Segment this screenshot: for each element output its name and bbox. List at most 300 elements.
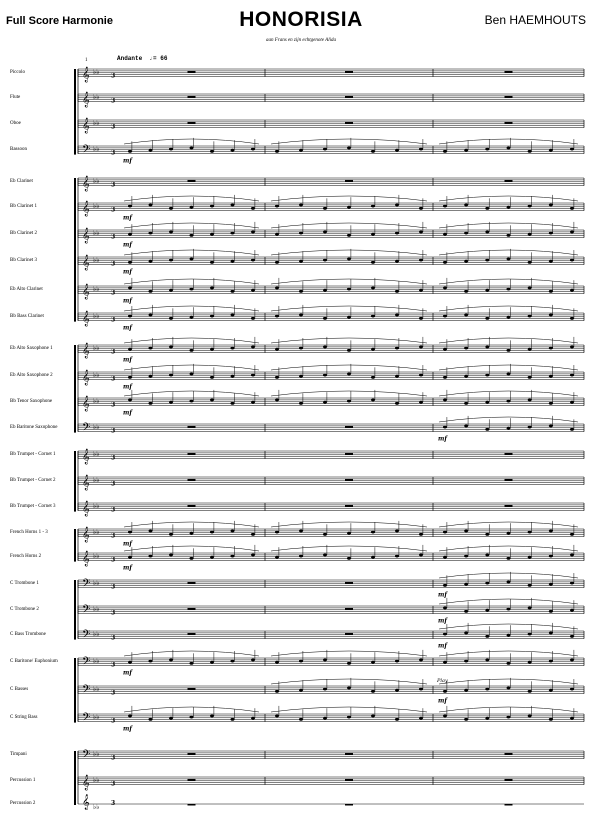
notehead	[128, 287, 132, 290]
clef: 𝄢	[82, 683, 91, 699]
notehead	[528, 661, 532, 664]
notehead	[549, 530, 553, 533]
clef: 𝄢	[82, 711, 91, 727]
notehead	[549, 718, 553, 721]
notehead	[299, 204, 303, 207]
notehead	[485, 635, 489, 638]
time-signature: 3	[111, 717, 116, 725]
notehead	[231, 660, 235, 663]
notehead	[275, 531, 279, 534]
notehead	[395, 375, 399, 378]
whole-rest	[345, 608, 353, 610]
key-signature: ♭♭	[93, 750, 100, 758]
notehead	[190, 206, 194, 209]
notehead	[507, 258, 511, 261]
dynamic-mark: mf	[123, 241, 132, 249]
whole-rest	[188, 753, 196, 755]
slur	[439, 707, 578, 712]
notehead	[570, 317, 574, 320]
key-signature: ♭♭	[93, 502, 100, 510]
notehead	[570, 259, 574, 262]
notehead	[395, 204, 399, 207]
notehead	[275, 205, 279, 208]
notehead	[570, 533, 574, 536]
notehead	[371, 661, 375, 664]
time-signature: 3	[111, 532, 116, 540]
notehead	[347, 373, 351, 376]
notehead	[275, 315, 279, 318]
dynamic-mark: mf	[123, 409, 132, 417]
notehead	[169, 231, 173, 234]
dynamic-mark: mf	[123, 540, 132, 548]
notehead	[395, 718, 399, 721]
notehead	[275, 150, 279, 153]
instrument-label: C Bass Trombone	[10, 632, 46, 637]
notehead	[485, 317, 489, 320]
dynamic-mark: mf	[123, 356, 132, 364]
dynamic-mark: mf	[438, 435, 447, 443]
clef: 𝄞	[82, 475, 90, 491]
key-signature: ♭♭	[93, 685, 100, 693]
key-signature: ♭♭	[93, 285, 100, 293]
whole-rest	[505, 505, 513, 507]
notehead	[395, 530, 399, 533]
notehead	[299, 555, 303, 558]
notehead	[507, 634, 511, 637]
notehead	[419, 659, 423, 662]
notehead	[251, 554, 255, 557]
notehead	[507, 662, 511, 665]
key-signature: ♭♭	[93, 528, 100, 536]
notehead	[299, 347, 303, 350]
notehead	[507, 608, 511, 611]
notehead	[395, 555, 399, 558]
notehead	[443, 690, 447, 693]
slur	[124, 306, 259, 311]
notehead	[323, 374, 327, 377]
key-signature: ♭♭	[93, 177, 100, 185]
clef: 𝄞	[82, 370, 90, 386]
notehead	[275, 399, 279, 402]
notehead	[347, 316, 351, 319]
slur	[124, 522, 259, 527]
notehead	[190, 716, 194, 719]
notehead	[549, 290, 553, 293]
whole-rest	[345, 453, 353, 455]
time-signature: 3	[111, 233, 116, 241]
slur	[271, 679, 427, 684]
notehead	[251, 289, 255, 292]
notehead	[169, 659, 173, 662]
notehead	[464, 314, 468, 317]
slur	[271, 546, 427, 551]
instrument-label: Bb Clarinet 3	[10, 258, 37, 263]
notehead	[549, 149, 553, 152]
instrument-label: Bb Clarinet 2	[10, 231, 37, 236]
notehead	[528, 150, 532, 153]
notehead	[251, 401, 255, 404]
instrument-label: French Horns 2	[10, 554, 42, 559]
slur	[439, 679, 578, 684]
slur	[439, 338, 578, 343]
notehead	[299, 375, 303, 378]
notehead	[347, 206, 351, 209]
notehead	[299, 149, 303, 152]
notehead	[149, 347, 153, 350]
clef: 𝄞	[82, 284, 90, 300]
whole-rest	[188, 122, 196, 124]
notehead	[231, 232, 235, 235]
notehead	[149, 402, 153, 405]
time-signature: 3	[111, 348, 116, 356]
time-signature: 3	[111, 206, 116, 214]
whole-rest	[505, 753, 513, 755]
clef: 𝄞	[82, 775, 90, 791]
notehead	[149, 718, 153, 721]
notehead	[528, 584, 532, 587]
notehead	[371, 376, 375, 379]
notehead	[347, 687, 351, 690]
time-signature: 3	[111, 454, 116, 462]
notehead	[528, 399, 532, 402]
key-signature: ♭♭	[93, 119, 100, 127]
notehead	[443, 399, 447, 402]
key-signature: ♭♭	[93, 312, 100, 320]
instrument-label: Flute	[10, 95, 21, 100]
time-signature: 3	[111, 316, 116, 324]
instrument-label: Bb Trumpet - Cornet 1	[10, 452, 56, 457]
notehead	[528, 531, 532, 534]
whole-rest	[188, 505, 196, 507]
slur	[124, 139, 259, 144]
whole-rest	[345, 753, 353, 755]
whole-rest	[505, 804, 513, 806]
notehead	[347, 662, 351, 665]
key-signature: ♭♭	[93, 93, 100, 101]
clef: 𝄞	[82, 396, 90, 412]
notehead	[323, 554, 327, 557]
notehead	[371, 715, 375, 718]
notehead	[549, 689, 553, 692]
notehead	[323, 207, 327, 210]
instrument-label: Percussion 1	[10, 778, 36, 783]
clef: 𝄞	[82, 551, 90, 567]
slur	[439, 573, 578, 578]
key-signature: ♭♭	[93, 552, 100, 560]
notehead	[464, 260, 468, 263]
instrument-label: Bb Bass Clarinet	[10, 314, 44, 319]
score-title: HONORISIA	[239, 8, 363, 31]
slur	[124, 651, 259, 656]
notehead	[443, 348, 447, 351]
notehead	[299, 314, 303, 317]
whole-rest	[505, 96, 513, 98]
header-left: Full Score Harmonie	[6, 15, 113, 27]
slur	[439, 546, 578, 551]
notehead	[251, 659, 255, 662]
notehead	[210, 531, 214, 534]
whole-rest	[188, 582, 196, 584]
slur	[271, 522, 427, 527]
key-signature: ♭♭	[93, 68, 100, 76]
notehead	[419, 289, 423, 292]
notehead	[570, 207, 574, 210]
notehead	[231, 375, 235, 378]
clef: 𝄞	[82, 255, 90, 271]
key-signature: ♭♭	[93, 256, 100, 264]
notehead	[464, 610, 468, 613]
notehead	[395, 347, 399, 350]
notehead	[528, 633, 532, 636]
clef: 𝄞	[82, 343, 90, 359]
notehead	[485, 231, 489, 234]
slur	[439, 417, 578, 422]
slur	[124, 546, 259, 551]
time-signature: 3	[111, 427, 116, 435]
clef: 𝄞	[82, 311, 90, 327]
slur	[439, 279, 578, 284]
notehead	[323, 533, 327, 536]
notehead	[323, 659, 327, 662]
notehead	[149, 260, 153, 263]
slur	[439, 250, 578, 255]
notehead	[395, 314, 399, 317]
slur	[271, 139, 427, 144]
notehead	[149, 555, 153, 558]
notehead	[443, 150, 447, 153]
clef: 𝄢	[82, 655, 91, 671]
dynamic-mark: mf	[123, 214, 132, 222]
notehead	[549, 232, 553, 235]
time-signature: 3	[111, 780, 116, 788]
notehead	[528, 376, 532, 379]
notehead	[443, 287, 447, 290]
notehead	[190, 288, 194, 291]
time-signature: 3	[111, 661, 116, 669]
metronome-mark: ♩= 66	[149, 55, 168, 62]
instrument-label: Percussion 2	[10, 801, 36, 806]
notehead	[485, 259, 489, 262]
slur	[271, 338, 427, 343]
instrument-label: Bb Trumpet - Cornet 2	[10, 478, 56, 483]
notehead	[169, 289, 173, 292]
key-signature: ♭♭	[93, 450, 100, 458]
key-signature: ♭♭	[93, 803, 100, 811]
whole-rest	[345, 804, 353, 806]
notehead	[251, 148, 255, 151]
notehead	[169, 259, 173, 262]
notehead	[443, 633, 447, 636]
notehead	[464, 530, 468, 533]
notehead	[190, 316, 194, 319]
notehead	[210, 287, 214, 290]
whole-rest	[345, 582, 353, 584]
dynamic-mark: mf	[123, 324, 132, 332]
notehead	[443, 376, 447, 379]
notehead	[323, 259, 327, 262]
clef: 𝄞	[82, 449, 90, 465]
notehead	[507, 400, 511, 403]
time-signature: 3	[111, 754, 116, 762]
instrument-label: Eb Alto Clarinet	[10, 287, 43, 292]
notehead	[231, 290, 235, 293]
notehead	[169, 317, 173, 320]
notehead	[419, 533, 423, 536]
notehead	[443, 661, 447, 664]
notehead	[231, 347, 235, 350]
key-signature: ♭♭	[93, 229, 100, 237]
notehead	[464, 149, 468, 152]
time-signature: 3	[111, 289, 116, 297]
notehead	[210, 150, 214, 153]
notehead	[443, 426, 447, 429]
notehead	[299, 530, 303, 533]
notehead	[190, 662, 194, 665]
notehead	[231, 718, 235, 721]
notehead	[485, 289, 489, 292]
time-signature: 3	[111, 583, 116, 591]
whole-rest	[188, 96, 196, 98]
notehead	[231, 555, 235, 558]
key-signature: ♭♭	[93, 605, 100, 613]
notehead	[507, 532, 511, 535]
slur	[271, 707, 427, 712]
key-signature: ♭♭	[93, 145, 100, 153]
clef: 𝄞	[82, 527, 90, 543]
clef: 𝄢	[82, 628, 91, 644]
dynamic-mark: mf	[123, 383, 132, 391]
notehead	[549, 610, 553, 613]
notehead	[528, 690, 532, 693]
key-signature: ♭♭	[93, 579, 100, 587]
notehead	[347, 400, 351, 403]
instrument-label: Bb Trumpet - Cornet 3	[10, 504, 56, 509]
notehead	[549, 314, 553, 317]
notehead	[528, 205, 532, 208]
notehead	[549, 402, 553, 405]
notehead	[128, 715, 132, 718]
whole-rest	[188, 479, 196, 481]
notehead	[443, 607, 447, 610]
notehead	[299, 402, 303, 405]
notehead	[210, 348, 214, 351]
notehead	[210, 399, 214, 402]
notehead	[169, 717, 173, 720]
notehead	[347, 716, 351, 719]
notehead	[231, 530, 235, 533]
notehead	[371, 150, 375, 153]
notehead	[528, 261, 532, 264]
notehead	[443, 261, 447, 264]
notehead	[485, 609, 489, 612]
notehead	[299, 260, 303, 263]
notehead	[231, 149, 235, 152]
dynamic-mark: mf	[123, 725, 132, 733]
key-signature: ♭♭	[93, 657, 100, 665]
notehead	[190, 373, 194, 376]
notehead	[275, 715, 279, 718]
instrument-label: Eb Alto Saxophone 2	[10, 373, 53, 378]
notehead	[507, 373, 511, 376]
notehead	[419, 688, 423, 691]
notehead	[528, 233, 532, 236]
notehead	[507, 581, 511, 584]
notehead	[169, 554, 173, 557]
time-signature: 3	[111, 181, 116, 189]
slur	[124, 707, 259, 712]
notehead	[169, 374, 173, 377]
notehead	[528, 607, 532, 610]
notehead	[371, 315, 375, 318]
clef: 𝄢	[82, 421, 91, 437]
notehead	[275, 556, 279, 559]
slur	[439, 223, 578, 228]
notehead	[371, 348, 375, 351]
notehead	[464, 425, 468, 428]
notehead	[169, 533, 173, 536]
whole-rest	[188, 453, 196, 455]
notehead	[190, 400, 194, 403]
slur	[271, 391, 427, 396]
slur	[439, 306, 578, 311]
notehead	[190, 258, 194, 261]
slur	[271, 196, 427, 201]
slur	[439, 522, 578, 527]
notehead	[323, 317, 327, 320]
clef: 𝄞	[82, 67, 90, 83]
notehead	[371, 399, 375, 402]
whole-rest	[188, 180, 196, 182]
notehead	[443, 584, 447, 587]
notehead	[419, 231, 423, 234]
slur	[124, 279, 259, 284]
notehead	[528, 426, 532, 429]
notehead	[149, 660, 153, 663]
time-signature: 3	[111, 800, 116, 807]
instrument-label: Bb Clarinet 1	[10, 204, 37, 209]
notehead	[149, 149, 153, 152]
notehead	[323, 289, 327, 292]
slur	[439, 391, 578, 396]
notehead	[371, 531, 375, 534]
notehead	[251, 259, 255, 262]
whole-rest	[345, 122, 353, 124]
whole-rest	[505, 779, 513, 781]
instrument-label: Eb Baritone Saxophone	[10, 425, 58, 430]
time-signature: 3	[111, 72, 116, 80]
notehead	[528, 315, 532, 318]
composer: Ben HAEMHOUTS	[484, 13, 586, 27]
notehead	[210, 376, 214, 379]
key-signature: ♭♭	[93, 776, 100, 784]
slur	[271, 365, 427, 370]
slur	[271, 250, 427, 255]
notehead	[395, 660, 399, 663]
whole-rest	[188, 633, 196, 635]
notehead	[149, 314, 153, 317]
notehead	[395, 402, 399, 405]
instrument-label: Timpani	[10, 752, 27, 757]
notehead	[570, 717, 574, 720]
notehead	[251, 533, 255, 536]
key-signature: ♭♭	[93, 713, 100, 721]
notehead	[251, 317, 255, 320]
notehead	[443, 556, 447, 559]
measure-number: 1	[85, 58, 88, 63]
whole-rest	[188, 426, 196, 428]
time-signature: 3	[111, 260, 116, 268]
notehead	[251, 207, 255, 210]
